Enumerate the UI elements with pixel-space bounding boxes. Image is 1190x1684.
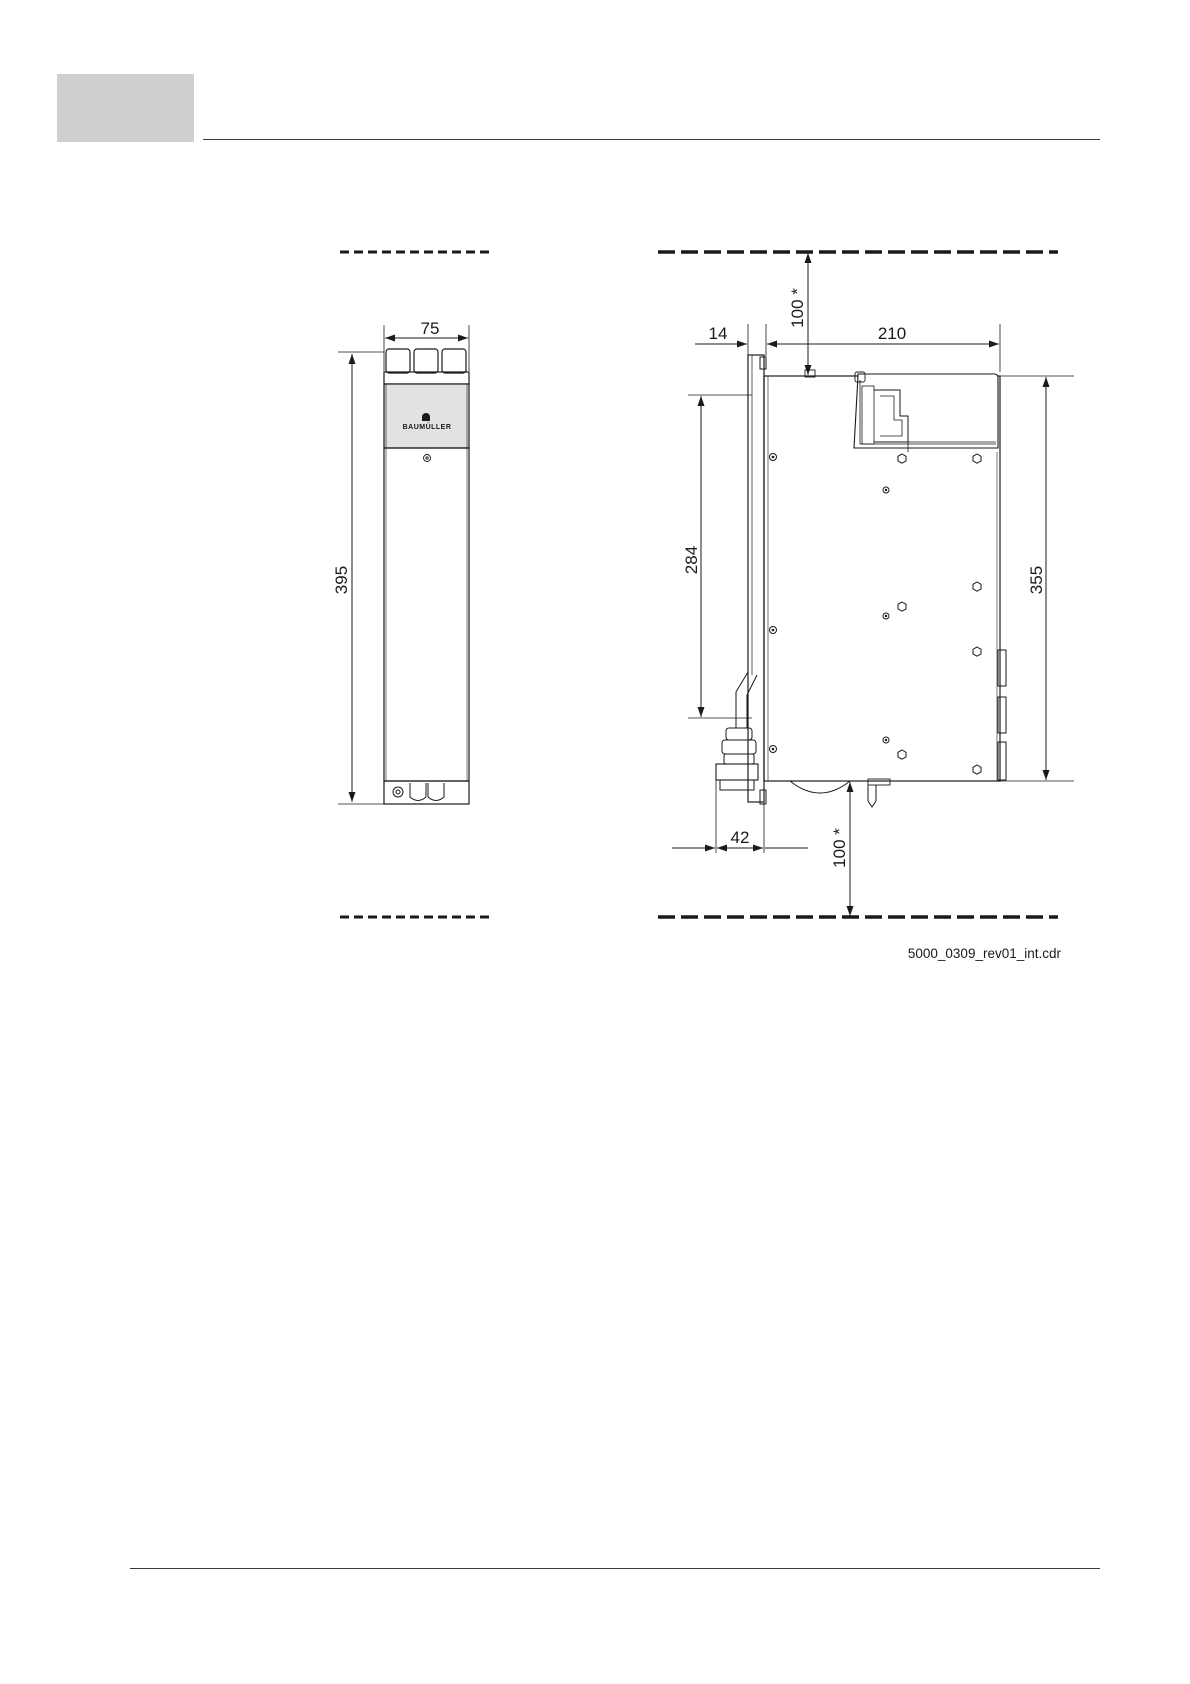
front-width-label: 75 bbox=[420, 319, 440, 338]
front-height-label: 395 bbox=[332, 565, 351, 595]
front-body bbox=[384, 448, 469, 781]
mounting-plate bbox=[748, 355, 764, 802]
side-view bbox=[658, 252, 1074, 917]
side-mount-height-label: 284 bbox=[682, 545, 701, 575]
logo-text: BAUMÜLLER bbox=[402, 424, 452, 431]
side-bottom-clearance-label: 100 * bbox=[830, 828, 849, 868]
baumuller-logo bbox=[422, 413, 430, 421]
side-offset-label: 14 bbox=[708, 324, 728, 343]
footer-rule bbox=[130, 1568, 1100, 1569]
file-name-label: 5000_0309_rev01_int.cdr bbox=[907, 946, 1061, 961]
front-view bbox=[338, 252, 490, 917]
side-plug-depth-label: 42 bbox=[730, 828, 750, 847]
side-depth-label: 210 bbox=[877, 324, 907, 343]
side-top-clearance-label: 100 * bbox=[788, 288, 807, 328]
side-body-height-label: 355 bbox=[1027, 565, 1046, 595]
